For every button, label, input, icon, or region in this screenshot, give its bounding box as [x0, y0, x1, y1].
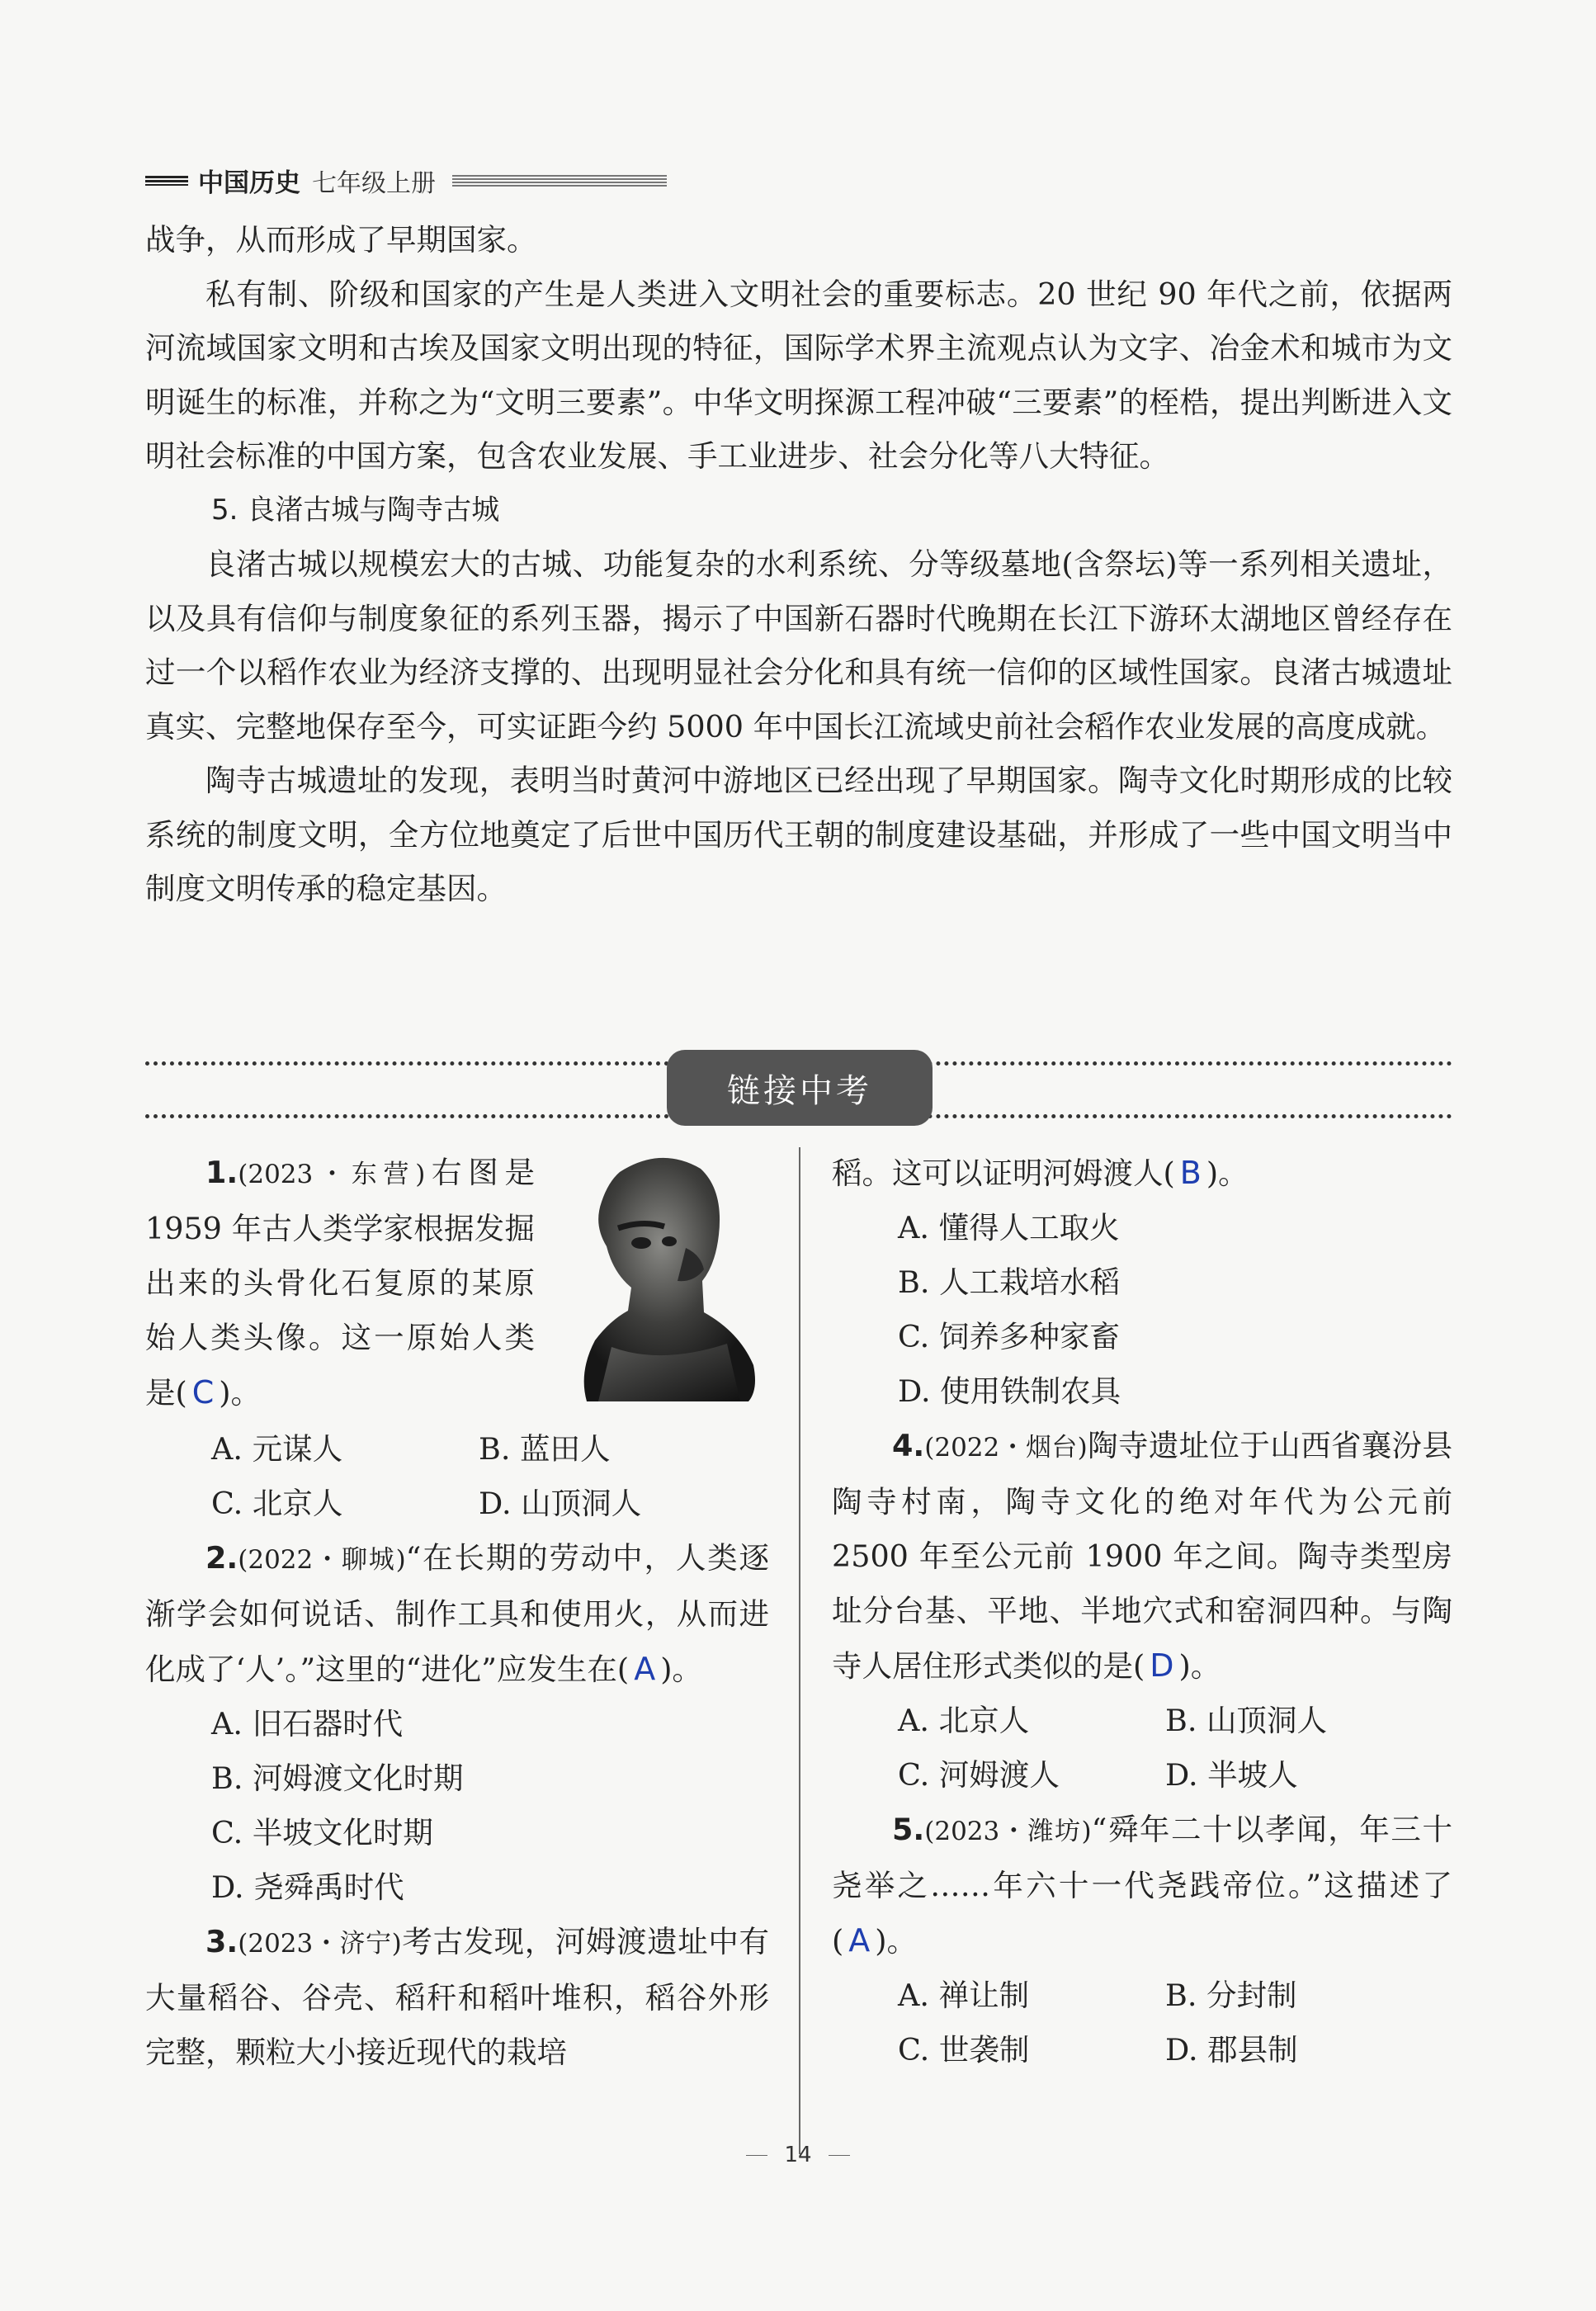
paragraph: 陶寺古城遗址的发现，表明当时黄河中游地区已经出现了早期国家。陶寺文化时期形成的比较系统的制度文明，全方位地奠定了后世中国历代王朝的制度建设基础，并形成了一些中国文明当中制度文明传承的稳定基因。 — [145, 763, 1452, 906]
option-row — [832, 1968, 1452, 2023]
section-title: 链接中考 — [667, 1050, 933, 1126]
option: B. 河姆渡文化时期 — [211, 1760, 464, 1796]
book-grade: 七年级上册 — [312, 168, 436, 198]
option: B. 分封制 — [1165, 1978, 1297, 2013]
option: A. 旧石器时代 — [211, 1706, 404, 1742]
paragraph: 良渚古城以规模宏大的古城、功能复杂的水利系统、分等级墓地(含祭坛)等一系列相关遗址，以及具有信仰与制度象征的系列玉器，揭示了中国新石器时代晚期在长江下游环太湖地区曾经存在过一个以稻作农业为经济支撑的、出现明显社会分化和具有统一信仰的区域性国家。良渚古城遗址真实、完整地保存至今，可实证距今约 5000 年中国长江流域史前社会稻作农业发展的高度成就。 — [145, 546, 1452, 744]
option-row — [145, 1477, 769, 1531]
subsection-heading: 5. 良渚古城与陶寺古城 — [211, 493, 500, 527]
option: C. 北京人 — [211, 1486, 343, 1521]
page-number: 14 — [0, 2143, 1596, 2167]
option: C. 半坡文化时期 — [211, 1815, 433, 1850]
option-row — [832, 1694, 1452, 1748]
option: C. 饲养多种家畜 — [898, 1319, 1120, 1354]
option: D. 半坡人 — [1165, 1757, 1298, 1793]
option: B. 人工栽培水稻 — [898, 1264, 1121, 1300]
question-4 — [832, 1419, 1452, 1803]
question-stem: 2.(2022・聊城)“在长期的劳动中，人类逐渐学会如何说话、制作工具和使用火，从而进化成了‘人’。”这里的“进化”应发生在( A )。 — [145, 1540, 769, 1687]
skull-reconstruction-bust-image — [562, 1149, 760, 1406]
option: D. 山顶洞人 — [479, 1486, 642, 1521]
option: D. 尧舜禹时代 — [211, 1869, 404, 1905]
header-bar-ornament — [145, 176, 188, 186]
option: B. 蓝田人 — [479, 1431, 611, 1467]
question-2 — [145, 1531, 769, 1915]
book-subject: 中国历史 — [198, 168, 300, 198]
paragraph: 私有制、阶级和国家的产生是人类进入文明社会的重要标志。20 世纪 90 年代之前，依据两河流域国家文明和古埃及国家文明出现的特征，国际学术界主流观点认为文字、冶金术和城市为文明诞生的标准，并称之为“文明三要素”。中华文明探源工程冲破“三要素”的桎梏，提出判断进入文明社会标准的中国方案，包含农业发展、手工业进步、社会分化等八大特征。 — [145, 276, 1452, 474]
dash-ornament — [746, 2155, 767, 2156]
option: A. 元谋人 — [211, 1431, 343, 1467]
question-5 — [832, 1803, 1452, 2077]
running-header — [145, 162, 667, 199]
question-stem: 4.(2022・烟台)陶寺遗址位于山西省襄汾县陶寺村南，陶寺文化的绝对年代为公元前 2500 年至公元前 1900 年之间。陶寺类型房址分台基、平地、半地穴式和窑洞四种。与陶寺人居住形式类似的是( D )。 — [832, 1428, 1452, 1684]
option: D. 郡县制 — [1165, 2032, 1298, 2068]
answer-mark: D — [1150, 1647, 1174, 1684]
question-3 — [145, 1915, 769, 2080]
answer-mark: A — [634, 1651, 656, 1687]
left-column — [145, 1146, 769, 2080]
option: B. 山顶洞人 — [1165, 1703, 1328, 1738]
question-1-options — [145, 1422, 769, 1531]
option-row — [832, 2023, 1452, 2077]
option: A. 北京人 — [898, 1703, 1030, 1738]
answer-mark: C — [191, 1374, 215, 1411]
question-stem-continued: 稻。这可以证明河姆渡人( B )。 — [832, 1155, 1249, 1191]
option: C. 世袭制 — [898, 2032, 1030, 2068]
question-3-continued — [832, 1146, 1452, 1419]
answer-mark: B — [1179, 1155, 1202, 1191]
right-column — [832, 1146, 1452, 2077]
answer-mark: A — [848, 1922, 871, 1959]
option: D. 使用铁制农具 — [898, 1373, 1121, 1409]
option-row — [832, 1748, 1452, 1803]
question-stem: 5.(2023・潍坊)“舜年二十以孝闻，年三十尧举之……年六十一代尧践帝位。”这描述了( A )。 — [832, 1812, 1452, 1959]
option: A. 禅让制 — [898, 1978, 1030, 2013]
header-tail-ornament — [452, 175, 667, 187]
option: A. 懂得人工取火 — [898, 1210, 1120, 1245]
question-1 — [145, 1146, 769, 1420]
section-divider — [145, 1047, 1452, 1137]
reading-text — [145, 213, 1452, 916]
question-stem: 1.(2023・东营)右图是 1959 年古人类学家根据发掘出来的头骨化石复原的某原始人类头像。这一原始人类是( C )。 — [145, 1155, 535, 1411]
option: C. 河姆渡人 — [898, 1757, 1060, 1793]
column-separator — [799, 1147, 800, 2154]
question-stem: 3.(2023・济宁)考古发现，河姆渡遗址中有大量稻谷、谷壳、稻秆和稻叶堆积，稻谷外形完整，颗粒大小接近现代的栽培 — [145, 1924, 769, 2070]
dash-ornament — [829, 2155, 850, 2156]
paragraph: 战争，从而形成了早期国家。 — [145, 222, 537, 258]
option-row — [145, 1422, 769, 1477]
